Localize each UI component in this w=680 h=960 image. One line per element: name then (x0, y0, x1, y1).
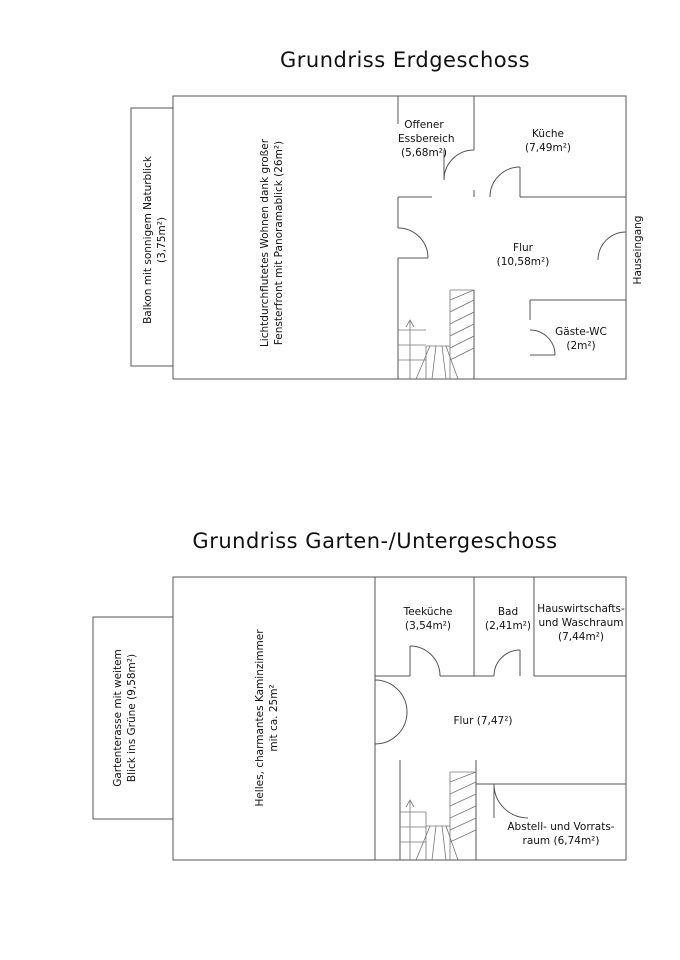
label-essbereich: Offener Essbereich (5,68m²) (398, 119, 455, 159)
label-flur-ug: Flur (7,47²) (453, 715, 513, 727)
label-balkon: Balkon mit sonnigem Naturblick (3,75m²) (142, 156, 168, 324)
label-hauswirtschaft: Hauswirtschafts- und Waschraum (7,44m²) (537, 603, 625, 643)
label-terrasse: Gartenterasse mit weitem Blick ins Grüne (9,58m²) (112, 649, 138, 787)
stairs-eg (398, 290, 474, 379)
label-kueche: Küche (7,49m²) (524, 128, 571, 154)
label-teekueche: Teeküche (3,54m²) (403, 606, 453, 632)
title-erdgeschoss: Grundriss Erdgeschoss (279, 48, 531, 72)
stairs-ug (400, 772, 476, 860)
label-bad: Bad (2,41m²) (484, 606, 531, 632)
title-untergeschoss: Grundriss Garten-/Untergeschoss (192, 529, 558, 553)
label-gaeste-wc: Gäste-WC (2m²) (555, 326, 607, 352)
label-kaminzimmer: Helles, charmantes Kaminzimmer mit ca. 25m² (254, 629, 280, 807)
label-flur-eg: Flur (10,58m²) (496, 242, 550, 268)
label-abstell: Abstell- und Vorrats- raum (6,74m²) (507, 821, 615, 847)
label-hauseingang: Hauseingang (632, 215, 644, 285)
label-wohnen: Lichtdurchflutetes Wohnen dank großer Fensterfront mit Panoramablick (26m²) (259, 138, 285, 348)
